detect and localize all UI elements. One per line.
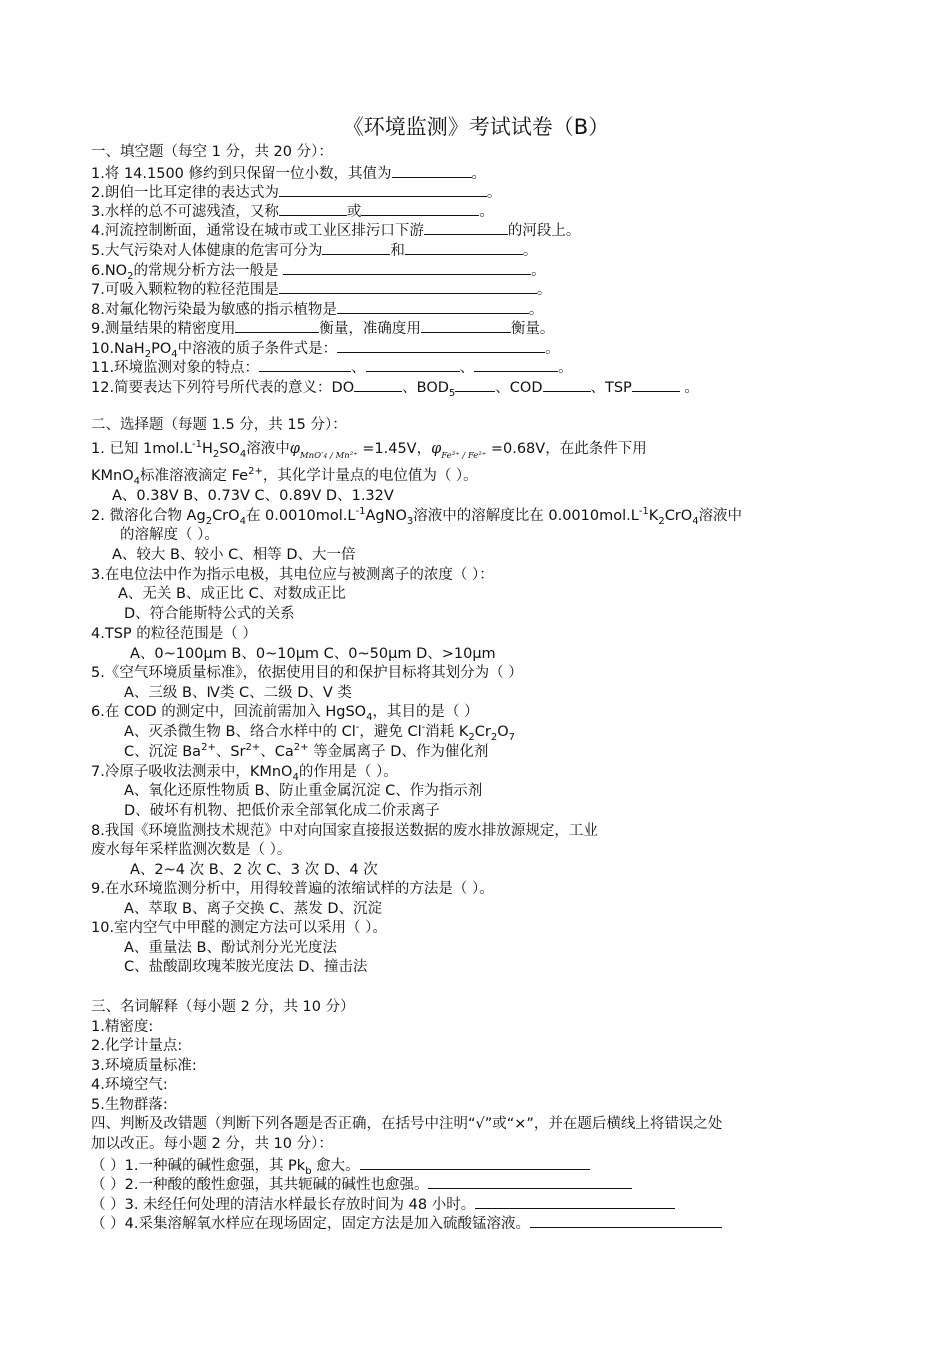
section4-heading-2: 加以改正。每小题 2 分，共 10 分）： [91,1136,333,1152]
fill-q9: 9.测量结果的精密度用 衡量，准确度用 衡量。 [91,318,554,338]
fill-q6: $6.NO_2$的常规分析方法一般是 。 [91,260,546,280]
fill-q2: 2.朗伯一比耳定律的表达式为 。 [91,182,501,202]
choice-q10: 10.室内空气中甲醛的测定方法可以采用（ ）。 [91,920,387,936]
choice-q2-line2: 的溶解度（ ）。 [120,527,219,543]
choice-q7-options-1: A、氧化还原性物质 B、防止重金属沉淀 C、作为指示剂 [124,783,483,799]
choice-q8-options: A、2~4 次 B、2 次 C、3 次 D、4 次 [130,862,378,878]
choice-q3-options-2: D、符合能斯特公式的关系 [124,606,295,622]
fill-q11: 11.环境监测对象的特点： 、 、 。 [91,357,573,377]
fill-q1: 1.将 14.1500 修约到只保留一位小数，其值为 。 [91,163,486,183]
choice-q9: 9.在水环境监测分析中，用得较普遍的浓缩试样的方法是（ ）。 [91,881,494,897]
choice-q3: 3.在电位法中作为指示电极，其电位应与被测离子的浓度（ ）： [91,567,494,583]
choice-q6-options-2: C、沉淀 $Ba^{2+}$、$Sr^{2+}$、$Ca^{2+}$ 等金属离子 D、作为催化剂 [124,742,489,760]
fill-q4: 4.河流控制断面，通常设在城市或工业区排污口下游 的河段上。 [91,220,580,240]
choice-q1-line1: 1. 已知 $1mol.L^{-1}H_2SO_4$溶液中$\varphi_{MnO^-4 / Mn^{2+}} =1.45V$，$\varphi_{Fe^{3+} / Fe^{2+}} =0.68V$，在此条件下用 [91,439,647,461]
choice-q10-options-2: C、盐酸副玫瑰苯胺光度法 D、撞击法 [124,959,368,975]
choice-q6: 6.在 COD 的测定中，回流前需加入 HgSO$_4$，其目的是（ ） [91,704,479,723]
judge-item-4: （ ）4.采集溶解氧水样应在现场固定，固定方法是加入硫酸锰溶液。 [91,1213,722,1233]
term-3: 3.环境质量标准: [91,1058,197,1074]
choice-q5-options: A、三级 B、Ⅳ类 C、二级 D、V 类 [124,685,352,701]
choice-q2-options: A、较大 B、较小 C、相等 D、大一倍 [112,547,356,563]
choice-q4: 4.TSP 的粒径范围是（ ） [91,626,257,642]
term-4: 4.环境空气: [91,1077,168,1093]
exam-title: 《环境监测》考试试卷（B） [342,115,610,139]
choice-q9-options: A、萃取 B、离子交换 C、蒸发 D、沉淀 [124,901,382,917]
fill-q10: $10.NaH_2PO_4$中溶液的质子条件式是： 。 [91,338,560,358]
choice-q1-options: A、0.38V B、0.73V C、0.89V D、1.32V [112,488,394,504]
choice-q10-options-1: A、重量法 B、酚试剂分光光度法 [124,940,337,956]
choice-q4-options: A、0~100μm B、0~10μm C、0~50μm D、>10μm [130,646,496,662]
choice-q7-options-2: D、破坏有机物、把低价汞全部氧化成二价汞离子 [124,803,440,819]
choice-q3-options-1: A、无关 B、成正比 C、对数成正比 [118,586,346,602]
fill-q3: 3.水样的总不可滤残渣，又称 或 。 [91,201,494,221]
choice-q7: 7.冷原子吸收法测汞中，KMnO$_4$的作用是（ ）。 [91,764,398,783]
term-1: 1.精密度: [91,1019,154,1035]
choice-q8-line2: 废水每年采样监测次数是（ ）。 [91,842,292,858]
choice-q8-line1: 8.我国《环境监测技术规范》中对向国家直接报送数据的废水排放源规定，工业 [91,823,598,839]
section1-heading: 一、填空题（每空 1 分，共 20 分）： [91,144,333,160]
choice-q6-options-1: A、灭杀微生物 B、络合水样中的 Cl-，避免 Cl-消耗 $K_2Cr_2O_7$ [124,722,515,743]
term-5: 5.生物群落: [91,1097,168,1113]
section3-heading: 三、名词解释（每小题 2 分，共 10 分） [91,999,355,1015]
fill-q8: 8.对氟化物污染最为敏感的指示植物是 。 [91,299,543,319]
section2-heading: 二、选择题（每题 1.5 分，共 15 分）： [91,417,347,433]
fill-q12: 12.简要表达下列符号所代表的意义：DO 、$BOD_5$ 、COD 、TSP 。 [91,377,699,397]
judge-item-2: （ ）2.一种酸的酸性愈强，其共轭碱的碱性也愈强。 [91,1174,632,1194]
judge-item-1: （ ）1.一种碱的碱性愈强，其 $Pk_b$ 愈大。 [91,1155,590,1175]
choice-q5: 5.《空气环境质量标准》，依据使用目的和保护目标将其划分为（ ） [91,665,523,681]
fill-q5: 5.大气污染对人体健康的危害可分为 和 。 [91,240,537,260]
fill-q7: 7.可吸入颗粒物的粒径范围是 。 [91,279,551,299]
term-2: 2.化学计量点: [91,1038,183,1054]
section4-heading-1: 四、判断及改错题（判断下列各题是否正确，在括号中注明“√”或“×”，并在题后横线上将错误之处 [91,1116,723,1132]
choice-q1-line2: KMnO$_4$标准溶液滴定 $Fe^{2+}$，其化学计量点的电位值为（ ）。 [91,466,478,487]
judge-item-3: （ ）3. 未经任何处理的清洁水样最长存放时间为 48 小时。 [91,1194,675,1214]
choice-q2-line1: 2. 微溶化合物 $Ag_2CrO_4$在 $0.0010mol.L^{-1}AgNO_3$溶液中的溶解度比在 $0.0010mol.L^{-1}K_2CrO_4$溶液中 [91,506,743,527]
